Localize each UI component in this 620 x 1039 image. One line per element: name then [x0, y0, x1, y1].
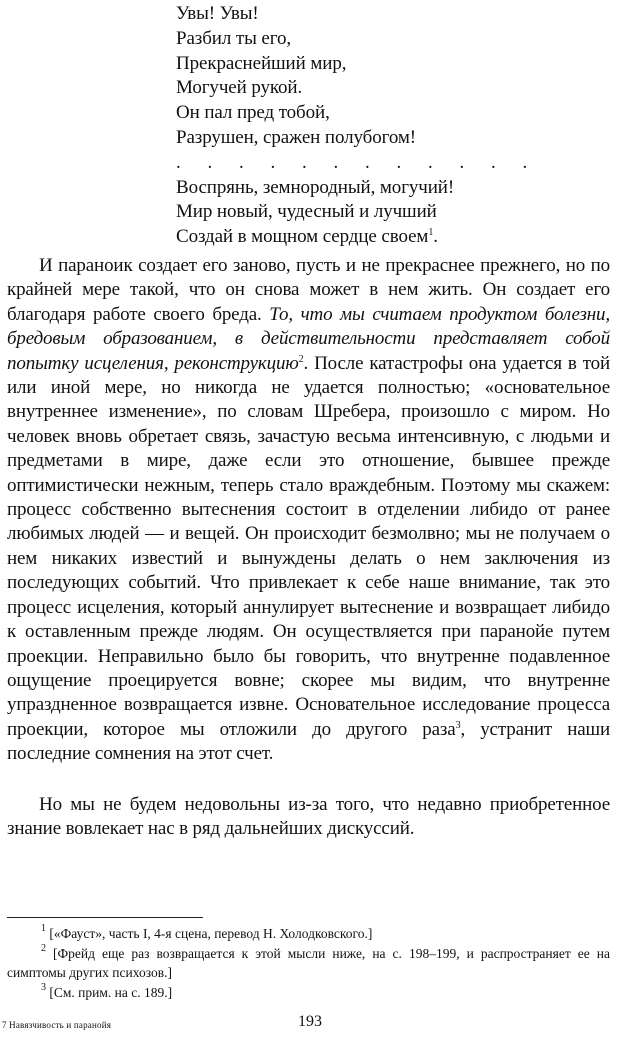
paragraph-text: И параноик создает его заново, пусть и не прекраснее прежнего, но по крайней мере такой, что он снова может в нем жить. Он создает его благодаря работе своего бреда. [7, 255, 610, 325]
poem-line [176, 225, 596, 250]
footnote [7, 944, 610, 983]
paragraph-text: . После катастрофы она удается в той или иной мере, но никогда не удается полностью; «основательное внутреннее изменение», по словам Шребера, произошло с миром. Но человек вновь обретает связь, зачастую весьма интенсивную, с людьми и предметами в мире, даже если это отношение, бывшее прежде оптимистически нежным, теперь стало враждебным. Поэтому мы скажем: процесс собственно вытеснения состоит в отделении либидо от ранее любимых людей — и вещей. Он происходит безмолвно; мы не получаем о нем никаких известий и вынуждены делать о нем заключения из последующих событий. Что привлекает к себе наше внимание, так это процесс исцеления, который аннулирует вытеснение и возвращает либидо к оставленным прежде людям. Он осуществляется при паранойе путем проекции. Неправильно было бы говорить, что внутренне подавленное ощущение проецируется вовне; скорее мы видим, что внутренне упраздненное возвращается извне. Основательное исследование процесса проекции, которое мы отложили до другого раза [7, 352, 610, 740]
footnote-text: [Фрейд еще раз возвращается к этой мысли ниже, на с. 198–199, и распространяет ее на симптомы других психозов.] [7, 945, 610, 980]
footnote-number: 3 [41, 981, 46, 993]
poem-line: Мир новый, чудесный и лучший [176, 201, 437, 223]
poem-line: Могучей рукой. [176, 77, 303, 99]
footnotes [7, 924, 610, 1002]
footnote-number: 1 [41, 923, 46, 934]
footnote-text: [«Фауст», часть I, 4-я сцена, перевод Н. Холодковского.] [46, 926, 373, 941]
poem-line: Разрушен, сражен полубогом! [176, 126, 417, 148]
poem-line: Воспрянь, земнородный, могучий! [176, 176, 455, 198]
main-text [7, 254, 610, 841]
italic-emphasis: То, что мы считаем продуктом болезни, бредовым образованием, в действительности представляет собой попытку исцеления, реконструкцию [7, 303, 610, 374]
footnote-number: 2 [41, 942, 46, 954]
poem-end-dot: . [433, 226, 438, 248]
poem-quote [176, 2, 596, 250]
page-number: 193 [298, 1013, 322, 1030]
paragraph-text: , устранит наши последние сомнения на этот счет. [7, 718, 610, 765]
footnote-ref[interactable]: 2 [298, 353, 304, 365]
poem-line-text: Создай в мощном сердце своем [176, 226, 429, 248]
poem-line: Он пал пред тобой, [176, 102, 330, 124]
footnote [7, 983, 610, 1003]
footnote-divider [7, 917, 203, 918]
poem-line: Прекраснейший мир, [176, 52, 347, 74]
poem-line: Увы! Увы! [176, 3, 259, 24]
poem-line: Разбил ты его, [176, 27, 291, 49]
poem-ellipsis: . . . . . . . . . . . . [176, 151, 539, 173]
footnote [7, 924, 610, 944]
paragraph: Но мы не будем недовольны из-за того, что недавно приобретенное знание вовлекает нас в ряд дальнейших дискуссий. [7, 793, 610, 839]
footnote-ref[interactable]: 3 [455, 719, 461, 731]
running-footer: 7 Навязчивость и паранойя [2, 1020, 112, 1030]
footnote-ref[interactable]: 1 [428, 227, 434, 239]
paragraph [7, 254, 610, 767]
footnote-text: [См. прим. на с. 189.] [46, 984, 173, 1000]
